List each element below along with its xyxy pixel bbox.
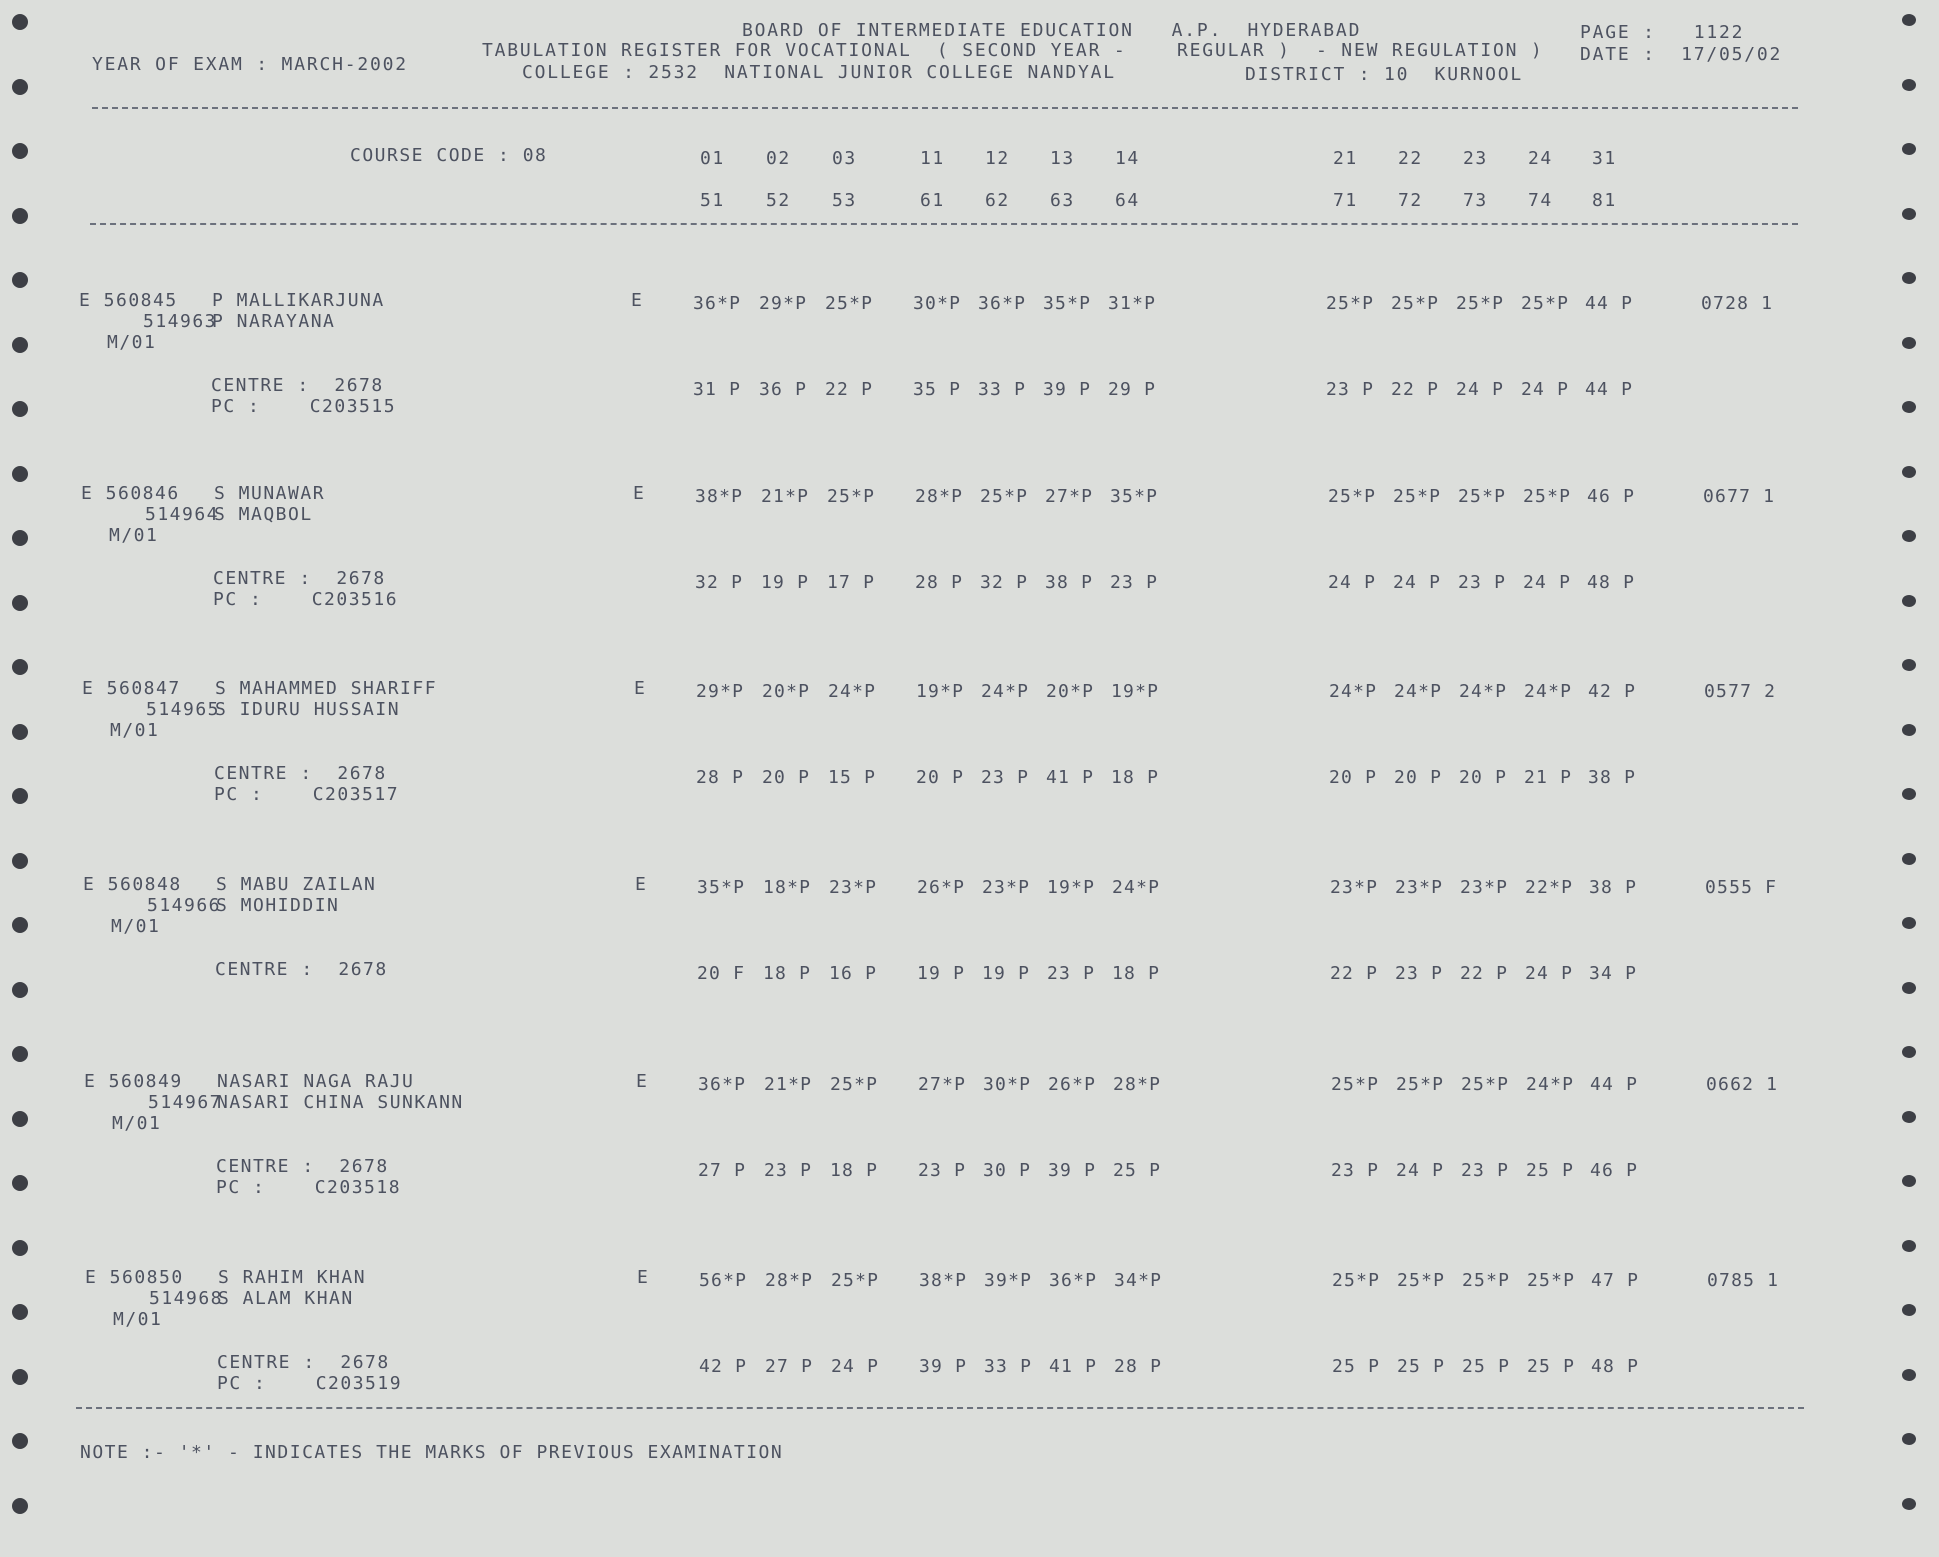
mark-current: 23 P bbox=[1458, 572, 1507, 593]
medium: E bbox=[636, 1071, 649, 1092]
registration-number: 514964 bbox=[145, 504, 220, 525]
registration-number: 514966 bbox=[147, 895, 222, 916]
candidate-code: M/01 bbox=[110, 720, 160, 741]
mark-previous: 25*P bbox=[1527, 1270, 1576, 1291]
mark-previous: 29*P bbox=[759, 293, 808, 314]
mark-current: 33 P bbox=[978, 379, 1027, 400]
mark-current: 15 P bbox=[828, 767, 877, 788]
mark-current: 24 P bbox=[1523, 572, 1572, 593]
mark-current: 24 P bbox=[1525, 963, 1574, 984]
mark-current: 31 P bbox=[693, 379, 742, 400]
mark-current: 23 P bbox=[1331, 1160, 1380, 1181]
candidate-code: M/01 bbox=[107, 332, 157, 353]
mark-current: 33 P bbox=[984, 1356, 1033, 1377]
sprocket-hole bbox=[12, 595, 28, 611]
column-code: 73 bbox=[1463, 190, 1488, 211]
mark-current: 39 P bbox=[1048, 1160, 1097, 1181]
sprocket-hole bbox=[1902, 982, 1916, 994]
mark-previous: 39*P bbox=[984, 1270, 1033, 1291]
mark-current: 20 P bbox=[1329, 767, 1378, 788]
mark-previous: 26*P bbox=[917, 877, 966, 898]
column-code: 62 bbox=[985, 190, 1010, 211]
mark-previous: 24*P bbox=[1459, 681, 1508, 702]
sprocket-hole bbox=[1902, 853, 1916, 865]
candidate-name: NASARI NAGA RAJU bbox=[217, 1071, 415, 1092]
mark-current: 23 P bbox=[764, 1160, 813, 1181]
sprocket-hole bbox=[1902, 659, 1916, 671]
note-text: NOTE :- '*' - INDICATES THE MARKS OF PREVIOUS EXAMINATION bbox=[80, 1442, 784, 1463]
hall-ticket-number: E 560847 bbox=[82, 678, 181, 699]
mark-current: 28 P bbox=[1114, 1356, 1163, 1377]
district-line: DISTRICT : 10 KURNOOL bbox=[1245, 64, 1524, 85]
exam-year: YEAR OF EXAM : MARCH-2002 bbox=[92, 54, 408, 75]
mark-current: 23 P bbox=[981, 767, 1030, 788]
column-code: 52 bbox=[766, 190, 791, 211]
candidate-code: M/01 bbox=[109, 525, 159, 546]
sprocket-hole bbox=[1902, 79, 1916, 91]
column-code: 01 bbox=[700, 148, 725, 169]
sprocket-hole bbox=[12, 659, 28, 675]
column-code: 13 bbox=[1050, 148, 1075, 169]
mark-previous: 25*P bbox=[1332, 1270, 1381, 1291]
mark-previous: 23*P bbox=[1395, 877, 1444, 898]
mark-previous: 44 P bbox=[1585, 293, 1634, 314]
mark-previous: 27*P bbox=[1045, 486, 1094, 507]
mark-previous: 25*P bbox=[1393, 486, 1442, 507]
sprocket-hole bbox=[1902, 272, 1916, 284]
sprocket-hole bbox=[1902, 208, 1916, 220]
mark-current: 18 P bbox=[1112, 963, 1161, 984]
mark-current: 18 P bbox=[1111, 767, 1160, 788]
mark-current: 38 P bbox=[1588, 767, 1637, 788]
mark-current: 22 P bbox=[1460, 963, 1509, 984]
sprocket-hole bbox=[12, 466, 28, 482]
mark-current: 24 P bbox=[1328, 572, 1377, 593]
pc-number: PC : C203515 bbox=[211, 396, 397, 417]
mark-current: 19 P bbox=[982, 963, 1031, 984]
pc-number: PC : C203518 bbox=[216, 1177, 402, 1198]
mark-previous: 25*P bbox=[827, 486, 876, 507]
sprocket-hole bbox=[12, 853, 28, 869]
sprocket-hole bbox=[12, 143, 28, 159]
mark-current: 22 P bbox=[1330, 963, 1379, 984]
mark-previous: 23*P bbox=[982, 877, 1031, 898]
sprocket-hole bbox=[12, 1433, 28, 1449]
column-code: 31 bbox=[1592, 148, 1617, 169]
candidate-code: M/01 bbox=[112, 1113, 162, 1134]
mark-previous: 24*P bbox=[828, 681, 877, 702]
mark-previous: 36*P bbox=[693, 293, 742, 314]
hall-ticket-number: E 560850 bbox=[85, 1267, 184, 1288]
mark-current: 30 P bbox=[983, 1160, 1032, 1181]
column-code: 63 bbox=[1050, 190, 1075, 211]
total-result: 0662 1 bbox=[1706, 1074, 1779, 1095]
footer-divider bbox=[76, 1407, 1804, 1409]
mark-previous: 25*P bbox=[1326, 293, 1375, 314]
column-code: 61 bbox=[920, 190, 945, 211]
hall-ticket-number: E 560845 bbox=[79, 290, 178, 311]
total-result: 0677 1 bbox=[1703, 486, 1776, 507]
sprocket-hole bbox=[1902, 14, 1916, 26]
mark-current: 41 P bbox=[1049, 1356, 1098, 1377]
column-code: 74 bbox=[1528, 190, 1553, 211]
mark-previous: 25*P bbox=[1521, 293, 1570, 314]
mark-previous: 34*P bbox=[1114, 1270, 1163, 1291]
mark-previous: 24*P bbox=[1329, 681, 1378, 702]
candidate-name: P MALLIKARJUNA bbox=[212, 290, 385, 311]
board-title: BOARD OF INTERMEDIATE EDUCATION A.P. HYDERABAD bbox=[742, 20, 1362, 41]
registration-number: 514968 bbox=[149, 1288, 224, 1309]
mark-previous: 23*P bbox=[829, 877, 878, 898]
mark-current: 20 P bbox=[916, 767, 965, 788]
sprocket-hole bbox=[12, 272, 28, 288]
mark-previous: 20*P bbox=[762, 681, 811, 702]
mark-current: 32 P bbox=[980, 572, 1029, 593]
sprocket-hole bbox=[1902, 530, 1916, 542]
mark-previous: 25*P bbox=[1328, 486, 1377, 507]
sprocket-hole bbox=[1902, 337, 1916, 349]
column-code: 71 bbox=[1333, 190, 1358, 211]
mark-previous: 25*P bbox=[1331, 1074, 1380, 1095]
mark-current: 18 P bbox=[830, 1160, 879, 1181]
mark-current: 16 P bbox=[829, 963, 878, 984]
mark-previous: 27*P bbox=[918, 1074, 967, 1095]
mark-current: 34 P bbox=[1589, 963, 1638, 984]
mark-current: 32 P bbox=[695, 572, 744, 593]
candidate-name: S MAHAMMED SHARIFF bbox=[215, 678, 438, 699]
candidate-code: M/01 bbox=[111, 916, 161, 937]
medium: E bbox=[634, 678, 647, 699]
sprocket-hole bbox=[12, 337, 28, 353]
column-code: 14 bbox=[1115, 148, 1140, 169]
mark-previous: 44 P bbox=[1590, 1074, 1639, 1095]
sprocket-hole bbox=[12, 1498, 28, 1514]
candidate-name: S MABU ZAILAN bbox=[216, 874, 377, 895]
mark-previous: 25*P bbox=[980, 486, 1029, 507]
column-code: 81 bbox=[1592, 190, 1617, 211]
mark-current: 42 P bbox=[699, 1356, 748, 1377]
mark-previous: 28*P bbox=[915, 486, 964, 507]
mark-previous: 25*P bbox=[1396, 1074, 1445, 1095]
sprocket-hole bbox=[12, 79, 28, 95]
total-result: 0728 1 bbox=[1701, 293, 1774, 314]
column-code: 53 bbox=[832, 190, 857, 211]
registration-number: 514965 bbox=[146, 699, 221, 720]
mark-previous: 47 P bbox=[1591, 1270, 1640, 1291]
mark-previous: 35*P bbox=[1110, 486, 1159, 507]
mark-current: 25 P bbox=[1332, 1356, 1381, 1377]
sprocket-hole bbox=[1902, 917, 1916, 929]
mark-current: 28 P bbox=[915, 572, 964, 593]
mark-previous: 19*P bbox=[1111, 681, 1160, 702]
mark-current: 25 P bbox=[1113, 1160, 1162, 1181]
column-code: 72 bbox=[1398, 190, 1423, 211]
centre-code: CENTRE : 2678 bbox=[215, 959, 388, 980]
mark-previous: 19*P bbox=[916, 681, 965, 702]
sprocket-hole bbox=[12, 401, 28, 417]
mark-current: 22 P bbox=[1391, 379, 1440, 400]
mark-previous: 38 P bbox=[1589, 877, 1638, 898]
mark-previous: 24*P bbox=[1112, 877, 1161, 898]
sprocket-hole bbox=[1902, 1240, 1916, 1252]
sprocket-hole bbox=[1902, 1111, 1916, 1123]
mark-current: 46 P bbox=[1590, 1160, 1639, 1181]
mark-previous: 24*P bbox=[1394, 681, 1443, 702]
mark-current: 44 P bbox=[1585, 379, 1634, 400]
hall-ticket-number: E 560846 bbox=[81, 483, 180, 504]
total-result: 0577 2 bbox=[1704, 681, 1777, 702]
mark-current: 17 P bbox=[827, 572, 876, 593]
sprocket-hole bbox=[1902, 1175, 1916, 1187]
mark-current: 23 P bbox=[1110, 572, 1159, 593]
sprocket-hole bbox=[1902, 1046, 1916, 1058]
mark-previous: 29*P bbox=[696, 681, 745, 702]
column-code: 24 bbox=[1528, 148, 1553, 169]
mark-current: 21 P bbox=[1524, 767, 1573, 788]
mark-current: 35 P bbox=[913, 379, 962, 400]
sprocket-hole bbox=[1902, 143, 1916, 155]
medium: E bbox=[631, 290, 644, 311]
mark-current: 24 P bbox=[1396, 1160, 1445, 1181]
print-date: DATE : 17/05/02 bbox=[1580, 44, 1783, 65]
mark-current: 29 P bbox=[1108, 379, 1157, 400]
mark-previous: 23*P bbox=[1330, 877, 1379, 898]
mark-current: 38 P bbox=[1045, 572, 1094, 593]
mark-previous: 30*P bbox=[913, 293, 962, 314]
mark-previous: 35*P bbox=[1043, 293, 1092, 314]
sprocket-hole bbox=[1902, 1433, 1916, 1445]
sprocket-hole bbox=[1902, 595, 1916, 607]
column-code: 21 bbox=[1333, 148, 1358, 169]
mark-previous: 46 P bbox=[1587, 486, 1636, 507]
mark-previous: 25*P bbox=[1397, 1270, 1446, 1291]
column-code: 51 bbox=[700, 190, 725, 211]
centre-code: CENTRE : 2678 bbox=[217, 1352, 390, 1373]
medium: E bbox=[633, 483, 646, 504]
candidate-name: S RAHIM KHAN bbox=[218, 1267, 367, 1288]
mark-previous: 36*P bbox=[978, 293, 1027, 314]
mark-current: 20 P bbox=[1394, 767, 1443, 788]
mark-previous: 21*P bbox=[761, 486, 810, 507]
mark-current: 39 P bbox=[1043, 379, 1092, 400]
mark-previous: 21*P bbox=[764, 1074, 813, 1095]
mark-previous: 26*P bbox=[1048, 1074, 1097, 1095]
column-code: 64 bbox=[1115, 190, 1140, 211]
centre-code: CENTRE : 2678 bbox=[216, 1156, 389, 1177]
sprocket-hole bbox=[12, 1240, 28, 1256]
centre-code: CENTRE : 2678 bbox=[213, 568, 386, 589]
mark-current: 20 F bbox=[697, 963, 746, 984]
registration-number: 514963 bbox=[143, 311, 218, 332]
mark-previous: 25*P bbox=[1462, 1270, 1511, 1291]
medium: E bbox=[635, 874, 648, 895]
mark-previous: 25*P bbox=[831, 1270, 880, 1291]
mark-current: 18 P bbox=[763, 963, 812, 984]
mark-current: 23 P bbox=[918, 1160, 967, 1181]
mark-previous: 25*P bbox=[1456, 293, 1505, 314]
column-code: 02 bbox=[766, 148, 791, 169]
mark-previous: 38*P bbox=[919, 1270, 968, 1291]
mark-previous: 24*P bbox=[981, 681, 1030, 702]
mark-current: 27 P bbox=[765, 1356, 814, 1377]
header-divider bbox=[92, 107, 1798, 109]
sprocket-hole bbox=[1902, 401, 1916, 413]
mark-current: 24 P bbox=[1521, 379, 1570, 400]
medium: E bbox=[637, 1267, 650, 1288]
mark-previous: 30*P bbox=[983, 1074, 1032, 1095]
sprocket-hole bbox=[12, 724, 28, 740]
mark-previous: 25*P bbox=[1458, 486, 1507, 507]
sprocket-hole bbox=[1902, 788, 1916, 800]
mark-current: 23 P bbox=[1326, 379, 1375, 400]
mark-previous: 23*P bbox=[1460, 877, 1509, 898]
mark-previous: 25*P bbox=[1391, 293, 1440, 314]
mark-current: 25 P bbox=[1397, 1356, 1446, 1377]
mark-current: 22 P bbox=[825, 379, 874, 400]
sprocket-hole bbox=[12, 1304, 28, 1320]
column-code: 12 bbox=[985, 148, 1010, 169]
mark-previous: 25*P bbox=[825, 293, 874, 314]
father-name: S ALAM KHAN bbox=[218, 1288, 354, 1309]
mark-previous: 42 P bbox=[1588, 681, 1637, 702]
column-header-divider bbox=[90, 223, 1798, 225]
mark-previous: 56*P bbox=[699, 1270, 748, 1291]
pc-number: PC : C203517 bbox=[214, 784, 400, 805]
registration-number: 514967 bbox=[148, 1092, 223, 1113]
mark-previous: 22*P bbox=[1525, 877, 1574, 898]
pc-number: PC : C203516 bbox=[213, 589, 399, 610]
sprocket-hole bbox=[12, 1369, 28, 1385]
father-name: P NARAYANA bbox=[212, 311, 336, 332]
sprocket-hole bbox=[1902, 466, 1916, 478]
mark-previous: 36*P bbox=[1049, 1270, 1098, 1291]
mark-previous: 38*P bbox=[695, 486, 744, 507]
mark-current: 20 P bbox=[762, 767, 811, 788]
page-number: PAGE : 1122 bbox=[1580, 22, 1745, 43]
mark-previous: 25*P bbox=[1461, 1074, 1510, 1095]
mark-previous: 36*P bbox=[698, 1074, 747, 1095]
mark-current: 25 P bbox=[1462, 1356, 1511, 1377]
mark-previous: 18*P bbox=[763, 877, 812, 898]
mark-current: 27 P bbox=[698, 1160, 747, 1181]
sprocket-hole bbox=[1902, 724, 1916, 736]
father-name: S MAQBOL bbox=[214, 504, 313, 525]
total-result: 0785 1 bbox=[1707, 1270, 1780, 1291]
column-code: 11 bbox=[920, 148, 945, 169]
total-result: 0555 F bbox=[1705, 877, 1778, 898]
father-name: S IDURU HUSSAIN bbox=[215, 699, 401, 720]
mark-current: 23 P bbox=[1395, 963, 1444, 984]
sprocket-hole bbox=[12, 1175, 28, 1191]
sprocket-hole bbox=[1902, 1304, 1916, 1316]
register-title: TABULATION REGISTER FOR VOCATIONAL ( SECOND YEAR - REGULAR ) - NEW REGULATION ) bbox=[482, 40, 1544, 61]
mark-current: 41 P bbox=[1046, 767, 1095, 788]
mark-current: 48 P bbox=[1587, 572, 1636, 593]
mark-current: 24 P bbox=[831, 1356, 880, 1377]
sprocket-hole bbox=[12, 917, 28, 933]
sprocket-hole bbox=[1902, 1498, 1916, 1510]
candidate-code: M/01 bbox=[113, 1309, 163, 1330]
sprocket-hole bbox=[12, 14, 28, 30]
hall-ticket-number: E 560849 bbox=[84, 1071, 183, 1092]
column-code: 23 bbox=[1463, 148, 1488, 169]
college-line: COLLEGE : 2532 NATIONAL JUNIOR COLLEGE NANDYAL bbox=[522, 62, 1116, 83]
sprocket-hole bbox=[12, 1111, 28, 1127]
mark-previous: 19*P bbox=[1047, 877, 1096, 898]
course-code: COURSE CODE : 08 bbox=[350, 145, 548, 166]
mark-previous: 28*P bbox=[765, 1270, 814, 1291]
pc-number: PC : C203519 bbox=[217, 1373, 403, 1394]
mark-current: 36 P bbox=[759, 379, 808, 400]
mark-current: 28 P bbox=[696, 767, 745, 788]
centre-code: CENTRE : 2678 bbox=[211, 375, 384, 396]
mark-previous: 24*P bbox=[1524, 681, 1573, 702]
sprocket-hole bbox=[12, 788, 28, 804]
mark-previous: 28*P bbox=[1113, 1074, 1162, 1095]
father-name: NASARI CHINA SUNKANN bbox=[217, 1092, 464, 1113]
mark-previous: 20*P bbox=[1046, 681, 1095, 702]
column-code: 22 bbox=[1398, 148, 1423, 169]
centre-code: CENTRE : 2678 bbox=[214, 763, 387, 784]
sprocket-hole bbox=[12, 982, 28, 998]
mark-previous: 35*P bbox=[697, 877, 746, 898]
mark-current: 24 P bbox=[1456, 379, 1505, 400]
column-code: 03 bbox=[832, 148, 857, 169]
sprocket-hole bbox=[12, 1046, 28, 1062]
mark-current: 24 P bbox=[1393, 572, 1442, 593]
mark-current: 19 P bbox=[761, 572, 810, 593]
mark-current: 48 P bbox=[1591, 1356, 1640, 1377]
mark-current: 25 P bbox=[1527, 1356, 1576, 1377]
mark-current: 25 P bbox=[1526, 1160, 1575, 1181]
sprocket-hole bbox=[12, 530, 28, 546]
mark-current: 20 P bbox=[1459, 767, 1508, 788]
mark-previous: 31*P bbox=[1108, 293, 1157, 314]
father-name: S MOHIDDIN bbox=[216, 895, 340, 916]
mark-current: 23 P bbox=[1461, 1160, 1510, 1181]
mark-previous: 25*P bbox=[1523, 486, 1572, 507]
mark-current: 19 P bbox=[917, 963, 966, 984]
hall-ticket-number: E 560848 bbox=[83, 874, 182, 895]
mark-previous: 25*P bbox=[830, 1074, 879, 1095]
mark-previous: 24*P bbox=[1526, 1074, 1575, 1095]
sprocket-hole bbox=[12, 208, 28, 224]
sprocket-hole bbox=[1902, 1369, 1916, 1381]
mark-current: 39 P bbox=[919, 1356, 968, 1377]
candidate-name: S MUNAWAR bbox=[214, 483, 326, 504]
mark-current: 23 P bbox=[1047, 963, 1096, 984]
